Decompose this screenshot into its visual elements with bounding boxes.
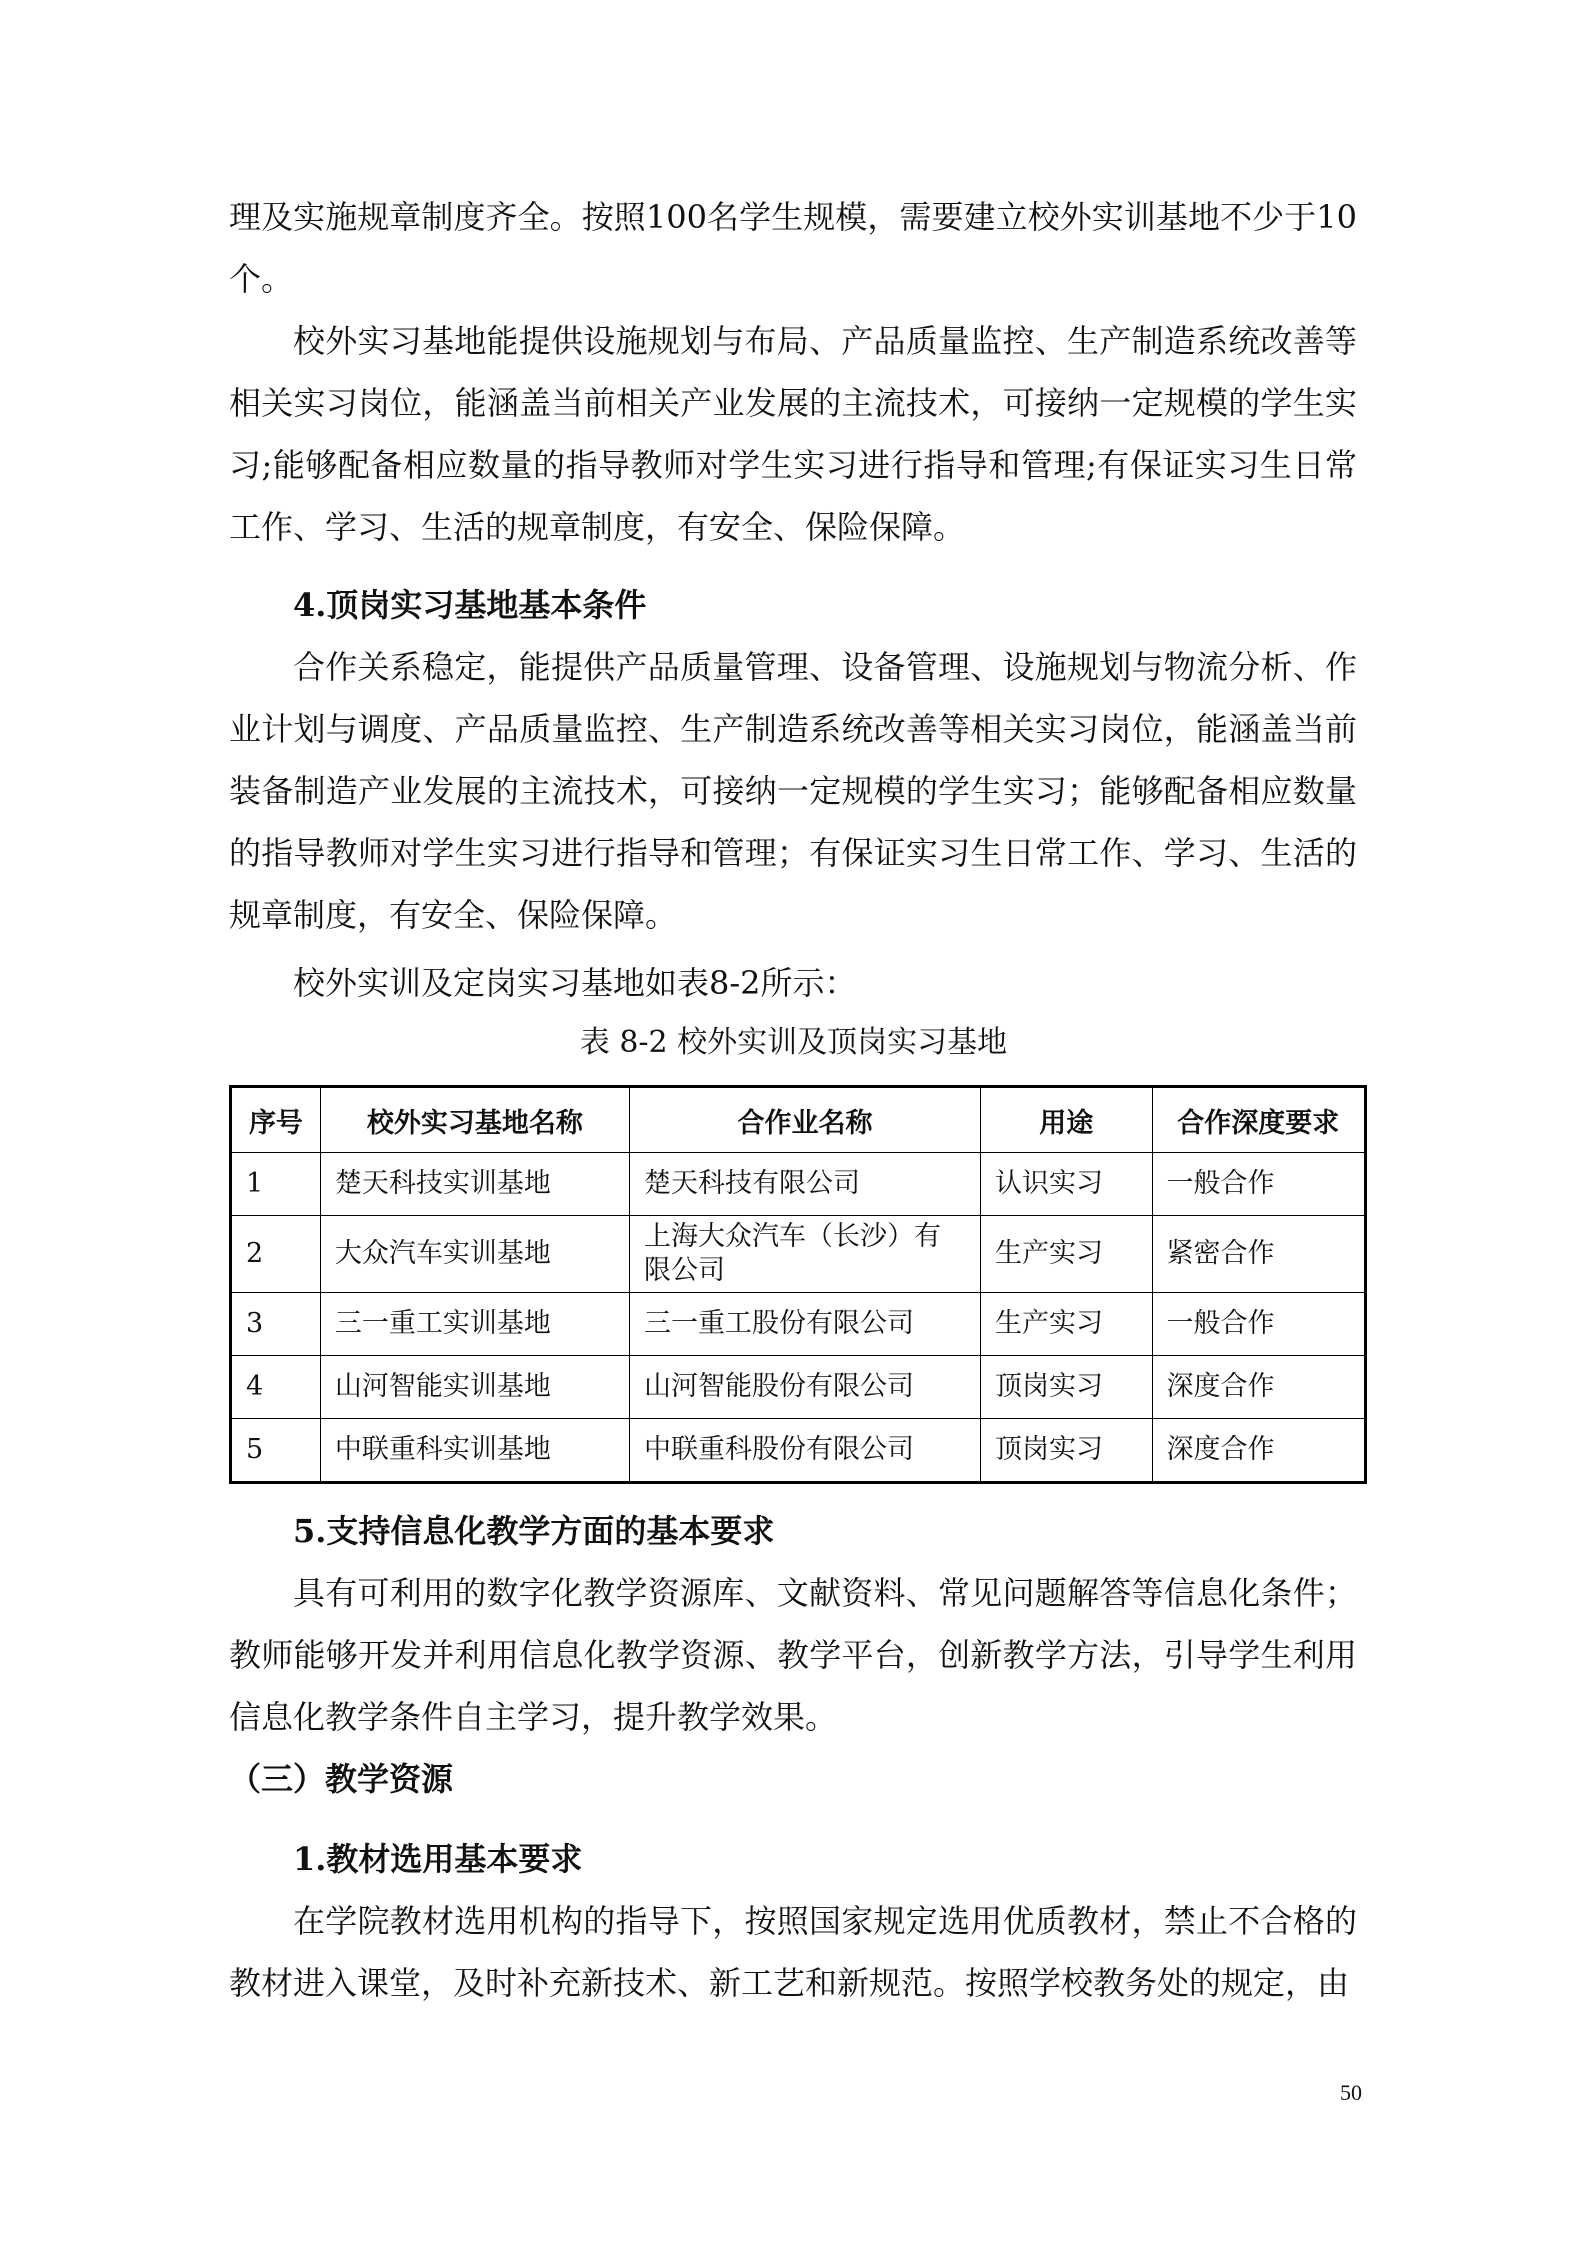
cell-company-name: 山河智能股份有限公司 — [629, 1356, 980, 1419]
table-row — [231, 1419, 1366, 1483]
cell-index: 5 — [231, 1419, 321, 1483]
table-row — [231, 1356, 1366, 1419]
paragraph-base-count: 理及实施规章制度齐全。按照100名学生规模，需要建立校外实训基地不少于10个。 — [229, 198, 1357, 298]
cell-index: 3 — [231, 1293, 321, 1356]
cell-purpose: 生产实习 — [980, 1216, 1152, 1293]
page-number: 50 — [1340, 2080, 1362, 2105]
header-base-name: 校外实习基地名称 — [320, 1087, 629, 1153]
cell-company-name: 中联重科股份有限公司 — [629, 1419, 980, 1483]
paragraph-table-reference: 校外实训及定岗实习基地如表8-2所示： — [293, 964, 857, 1002]
paragraph-textbook-selection: 在学院教材选用机构的指导下，按照国家规定选用优质教材，禁止不合格的教材进入课堂，及时补充新技术、新工艺和新规范。按照学校教务处的规定，由 — [229, 1902, 1357, 2002]
cell-company-name: 三一重工股份有限公司 — [629, 1293, 980, 1356]
cell-company-name: 上海大众汽车（长沙）有限公司 — [629, 1216, 980, 1293]
cell-index: 4 — [231, 1356, 321, 1419]
table-row — [231, 1153, 1366, 1216]
cell-cooperation-depth: 一般合作 — [1152, 1153, 1365, 1216]
cell-cooperation-depth: 深度合作 — [1152, 1419, 1365, 1483]
cell-cooperation-depth: 紧密合作 — [1152, 1216, 1365, 1293]
table-header-row — [231, 1087, 1366, 1153]
cell-cooperation-depth: 一般合作 — [1152, 1293, 1365, 1356]
table-row — [231, 1216, 1366, 1293]
paragraph-informatization: 具有可利用的数字化教学资源库、文献资料、常见问题解答等信息化条件；教师能够开发并利用信息化教学资源、教学平台，创新教学方法，引导学生利用信息化教学条件自主学习，提升教学效果。 — [229, 1574, 1357, 1736]
cell-base-name: 山河智能实训基地 — [320, 1356, 629, 1419]
heading-internship-base-conditions: 4.顶岗实习基地基本条件 — [293, 586, 647, 624]
cell-company-name: 楚天科技有限公司 — [629, 1153, 980, 1216]
header-index: 序号 — [231, 1087, 321, 1153]
paragraph-internship-conditions: 合作关系稳定，能提供产品质量管理、设备管理、设施规划与物流分析、作业计划与调度、产品质量监控、生产制造系统改善等相关实习岗位，能涵盖当前装备制造产业发展的主流技术，可接纳一定规模的学生实习；能够配备相应数量的指导教师对学生实习进行指导和管理；有保证实习生日常工作、学习、生活的规章制度，有安全、保险保障。 — [229, 648, 1357, 934]
header-purpose: 用途 — [980, 1087, 1152, 1153]
cell-purpose: 认识实习 — [980, 1153, 1152, 1216]
cell-base-name: 大众汽车实训基地 — [320, 1216, 629, 1293]
cell-base-name: 中联重科实训基地 — [320, 1419, 629, 1483]
internship-base-table — [229, 1085, 1367, 1484]
section-teaching-resources: （三）教学资源 — [229, 1760, 454, 1798]
header-cooperation-depth: 合作深度要求 — [1152, 1087, 1365, 1153]
heading-informatization-requirements: 5.支持信息化教学方面的基本要求 — [293, 1512, 775, 1550]
cell-cooperation-depth: 深度合作 — [1152, 1356, 1365, 1419]
cell-purpose: 顶岗实习 — [980, 1356, 1152, 1419]
cell-base-name: 三一重工实训基地 — [320, 1293, 629, 1356]
cell-purpose: 生产实习 — [980, 1293, 1152, 1356]
table-caption: 表 8-2 校外实训及顶岗实习基地 — [579, 1025, 1008, 1060]
table-row — [231, 1293, 1366, 1356]
cell-index: 1 — [231, 1153, 321, 1216]
heading-textbook-requirements: 1.教材选用基本要求 — [293, 1840, 583, 1878]
header-company-name: 合作业名称 — [629, 1087, 980, 1153]
cell-base-name: 楚天科技实训基地 — [320, 1153, 629, 1216]
cell-index: 2 — [231, 1216, 321, 1293]
cell-purpose: 顶岗实习 — [980, 1419, 1152, 1483]
paragraph-offcampus-base: 校外实习基地能提供设施规划与布局、产品质量监控、生产制造系统改善等相关实习岗位，能涵盖当前相关产业发展的主流技术，可接纳一定规模的学生实习;能够配备相应数量的指导教师对学生实习进行指导和管理;有保证实习生日常工作、学习、生活的规章制度，有安全、保险保障。 — [229, 322, 1357, 546]
